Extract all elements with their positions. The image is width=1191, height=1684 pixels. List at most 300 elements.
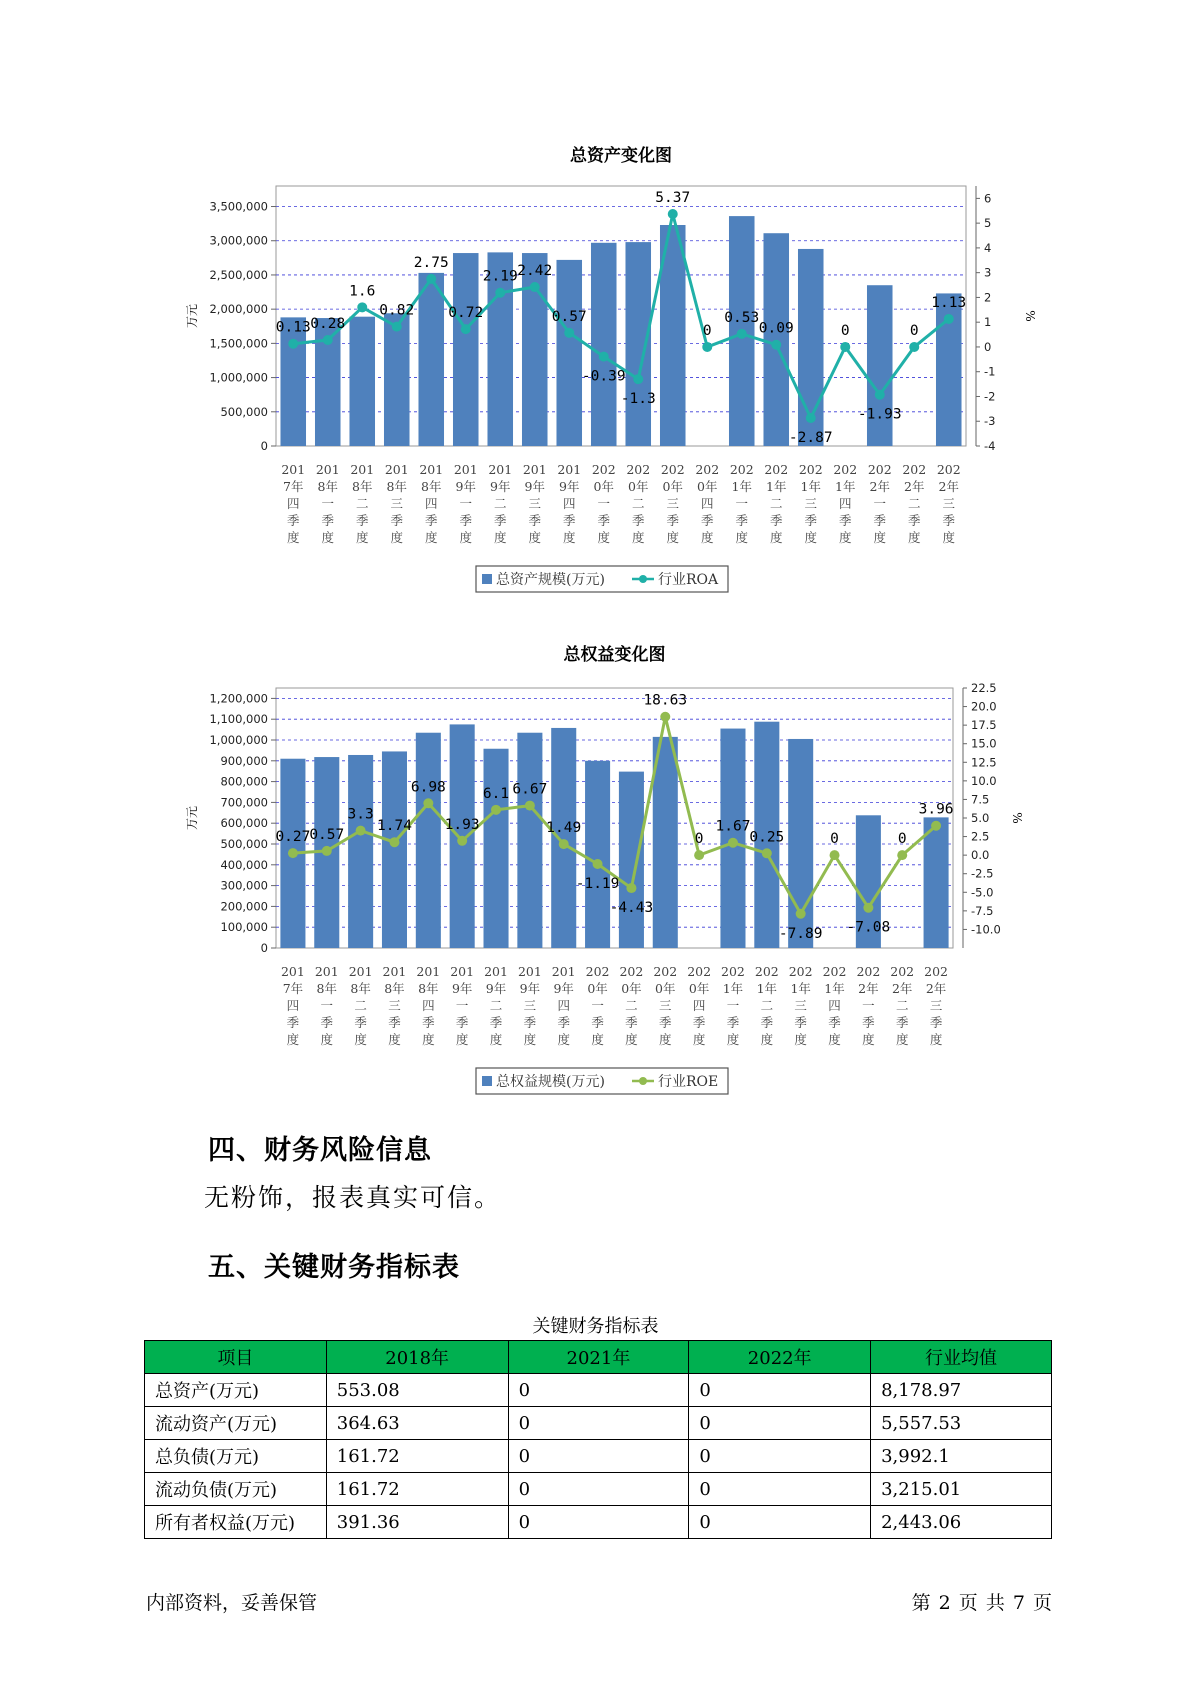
line-point [863, 903, 873, 913]
category-label: 度 [631, 530, 645, 545]
category-label: 8年 [352, 479, 373, 494]
data-label: 6.67 [512, 781, 548, 798]
category-label: 二 [895, 998, 909, 1013]
category-label: 季 [794, 1015, 807, 1030]
category-label: 三 [523, 998, 537, 1013]
category-label: 四 [422, 998, 435, 1013]
category-label: 四 [286, 998, 300, 1013]
category-label: 四 [286, 496, 300, 511]
bar [418, 273, 444, 446]
y2-axis-label: % [1023, 310, 1037, 322]
category-label: 季 [489, 1015, 503, 1030]
category-label: 季 [591, 1015, 604, 1030]
category-label: 度 [562, 530, 576, 545]
category-label: 三 [804, 496, 818, 511]
category-label: 度 [523, 1032, 537, 1047]
category-label: 度 [735, 530, 749, 545]
category-label: 2年 [858, 981, 879, 996]
line-point [495, 288, 505, 298]
category-label: 季 [625, 1015, 638, 1030]
line-point [771, 340, 781, 350]
category-label: 二 [907, 496, 921, 511]
left-tick-label: 100,000 [220, 920, 268, 935]
category-label: 201 [488, 462, 513, 477]
category-label: 202 [902, 462, 927, 477]
right-tick-label: -5.0 [971, 885, 994, 900]
bar [763, 233, 789, 446]
line-point [593, 859, 603, 869]
category-label: 9年 [553, 981, 574, 996]
category-label: 一 [597, 496, 611, 511]
data-label: 1.6 [349, 283, 376, 300]
data-label: 0 [840, 322, 850, 339]
header-2022: 2022年 [689, 1341, 871, 1374]
category-label: 202 [687, 964, 712, 979]
line-point [840, 342, 850, 352]
category-label: 季 [355, 513, 369, 528]
category-label: 三 [794, 998, 807, 1013]
right-tick-label: -3 [984, 414, 996, 429]
cell: 0 [508, 1374, 689, 1407]
category-label: 201 [281, 462, 306, 477]
data-label: 0.57 [309, 826, 345, 843]
left-tick-label: 1,200,000 [209, 691, 268, 706]
bar [384, 313, 410, 446]
category-label: 度 [286, 530, 300, 545]
right-tick-label: -1 [984, 364, 996, 379]
legend-bar-label: 总权益规模(万元) [496, 1074, 605, 1090]
category-label: 202 [721, 964, 745, 979]
category-label: 三 [388, 998, 401, 1013]
category-label: 8年 [350, 981, 371, 996]
cell: 3,215.01 [871, 1473, 1052, 1506]
category-label: 度 [455, 1032, 469, 1047]
category-label: 8年 [384, 981, 405, 996]
data-label: 1.74 [377, 818, 412, 835]
category-label: 季 [388, 1015, 401, 1030]
assets-chart-svg [0, 130, 1191, 600]
data-label: -0.39 [581, 368, 626, 385]
category-label: 201 [419, 462, 444, 477]
header-industry-avg: 行业均值 [871, 1341, 1052, 1374]
left-tick-label: 500,000 [220, 404, 268, 419]
category-label: 度 [726, 1032, 740, 1047]
category-label: 1年 [800, 479, 821, 494]
category-label: 9年 [451, 981, 473, 996]
category-label: 202 [619, 964, 644, 979]
category-label: 7年 [282, 981, 304, 996]
category-label: 度 [424, 530, 438, 545]
line-point [426, 274, 436, 284]
data-label: 0 [702, 322, 712, 339]
left-tick-label: 300,000 [220, 878, 268, 893]
category-label: 202 [856, 964, 881, 979]
category-label: 季 [735, 513, 749, 528]
category-label: 季 [659, 1015, 672, 1030]
risk-heading: 四、财务风险信息 [208, 1135, 432, 1166]
category-label: 度 [804, 530, 818, 545]
category-label: 度 [286, 1032, 300, 1047]
table-row [145, 1407, 1052, 1440]
category-label: 四 [692, 998, 706, 1013]
category-label: 202 [626, 462, 651, 477]
data-label: 1.93 [444, 816, 480, 833]
category-label: 度 [493, 530, 507, 545]
table-row [145, 1506, 1052, 1539]
category-label: 201 [314, 964, 339, 979]
category-label: 202 [653, 964, 678, 979]
data-label: -1.19 [575, 875, 620, 892]
table-caption: 关键财务指标表 [532, 1316, 659, 1337]
category-label: 一 [455, 998, 469, 1013]
category-label: 202 [754, 964, 779, 979]
category-label: 季 [528, 513, 542, 528]
category-label: 季 [321, 513, 335, 528]
line-point [875, 390, 885, 400]
data-label: 6.98 [410, 779, 446, 796]
category-label: 度 [557, 1032, 570, 1047]
cell: 391.36 [326, 1506, 508, 1539]
cell: 0 [508, 1440, 689, 1473]
line-point [806, 413, 816, 423]
category-label: 2年 [938, 479, 959, 494]
category-label: 0年 [593, 479, 614, 494]
category-label: 9年 [519, 981, 541, 996]
line-point [288, 848, 298, 858]
data-label: 2.75 [413, 254, 449, 271]
data-label: 0 [694, 831, 704, 848]
category-label: 一 [862, 998, 875, 1013]
category-label: 季 [320, 1015, 334, 1030]
cell: 0 [689, 1407, 871, 1440]
category-label: 度 [597, 530, 611, 545]
right-tick-label: 15.0 [971, 736, 997, 751]
line-point [322, 846, 332, 856]
category-label: 季 [726, 1015, 740, 1030]
cell: 364.63 [326, 1407, 508, 1440]
cell: 0 [508, 1506, 689, 1539]
category-label: 度 [692, 1032, 706, 1047]
category-label: 季 [286, 513, 300, 528]
data-label: 0.72 [448, 305, 484, 322]
category-label: 202 [833, 462, 858, 477]
line-point [530, 282, 540, 292]
right-tick-label: 6 [984, 191, 992, 206]
category-label: 度 [907, 530, 921, 545]
footer-confidential: 内部资料，妥善保管 [146, 1592, 318, 1614]
category-label: 四 [424, 496, 438, 511]
category-label: 度 [873, 530, 887, 545]
line-point [931, 821, 941, 831]
cell: 流动资产(万元) [145, 1407, 327, 1440]
line-point [668, 209, 678, 219]
right-tick-label: 0 [984, 339, 992, 354]
category-label: 201 [280, 964, 305, 979]
category-label: 三 [929, 998, 943, 1013]
category-label: 季 [828, 1015, 841, 1030]
category-label: 季 [493, 513, 507, 528]
category-label: 季 [631, 513, 645, 528]
table-row [145, 1473, 1052, 1506]
category-label: 1年 [722, 981, 744, 996]
left-tick-label: 2,000,000 [209, 302, 268, 317]
bar [280, 317, 306, 446]
category-label: 度 [760, 1032, 774, 1047]
cell: 所有者权益(万元) [145, 1506, 327, 1539]
category-label: 0年 [587, 981, 608, 996]
category-label: 季 [557, 1015, 570, 1030]
left-tick-label: 1,000,000 [209, 370, 268, 385]
category-label: 度 [769, 530, 783, 545]
right-tick-label: 2.5 [971, 829, 990, 844]
category-label: 度 [528, 530, 542, 545]
line-point [702, 342, 712, 352]
data-label: 0.09 [758, 320, 794, 337]
legend-line-label: 行业ROA [658, 572, 719, 588]
category-label: 季 [942, 513, 956, 528]
bar [453, 253, 479, 446]
category-label: 度 [320, 1032, 334, 1047]
category-label: 季 [895, 1015, 909, 1030]
footer-page-number: 第 2 页 共 7 页 [911, 1592, 1053, 1614]
category-label: 202 [822, 964, 847, 979]
header-2018: 2018年 [326, 1341, 508, 1374]
equity-chart [0, 634, 1191, 1104]
legend-line-marker [639, 1077, 647, 1085]
category-label: 四 [700, 496, 714, 511]
line-point [737, 329, 747, 339]
bar [484, 749, 509, 948]
data-label: 0.28 [310, 316, 346, 333]
category-label: 度 [388, 1032, 401, 1047]
cell: 总负债(万元) [145, 1440, 327, 1473]
category-label: 季 [760, 1015, 774, 1030]
category-label: 201 [384, 462, 409, 477]
assets-chart [0, 130, 1191, 600]
right-tick-label: 1 [984, 315, 992, 330]
cell: 2,443.06 [871, 1506, 1052, 1539]
category-label: 202 [890, 964, 915, 979]
left-tick-label: 3,000,000 [209, 233, 268, 248]
cell: 8,178.97 [871, 1374, 1052, 1407]
category-label: 季 [907, 513, 921, 528]
data-label: 0.25 [749, 829, 785, 846]
category-label: 0年 [662, 479, 683, 494]
category-label: 201 [522, 462, 547, 477]
category-label: 201 [453, 462, 478, 477]
line-point [660, 712, 670, 722]
category-label: 8年 [418, 981, 439, 996]
category-label: 四 [828, 998, 841, 1013]
bar [585, 761, 610, 948]
data-label: 0.27 [275, 829, 311, 846]
cell: 总资产(万元) [145, 1374, 327, 1407]
legend-line-marker [639, 575, 647, 583]
category-label: 202 [867, 462, 892, 477]
cell: 0 [689, 1440, 871, 1473]
cell: 161.72 [326, 1473, 508, 1506]
category-label: 8年 [386, 479, 407, 494]
bar [591, 243, 617, 446]
right-tick-label: 22.5 [971, 681, 997, 695]
cell: 5,557.53 [871, 1407, 1052, 1440]
category-label: 二 [489, 998, 503, 1013]
category-label: 202 [591, 462, 616, 477]
category-label: 度 [862, 1032, 875, 1047]
category-label: 季 [692, 1015, 706, 1030]
line-point [461, 324, 471, 334]
data-label: 0 [909, 322, 919, 339]
category-label: 度 [321, 530, 335, 545]
right-tick-label: -4 [984, 439, 996, 453]
category-label: 0年 [628, 479, 649, 494]
data-label: -2.87 [788, 430, 833, 447]
cell: 3,992.1 [871, 1440, 1052, 1473]
category-label: 四 [562, 496, 576, 511]
category-label: 季 [862, 1015, 875, 1030]
cell: 0 [689, 1506, 871, 1539]
data-label: 3.3 [347, 806, 374, 823]
left-tick-label: 1,100,000 [209, 712, 268, 727]
data-label: 1.49 [546, 820, 582, 837]
right-tick-label: 5 [984, 216, 992, 231]
line-point [357, 302, 367, 312]
left-tick-label: 800,000 [220, 774, 268, 789]
category-label: 2年 [925, 981, 947, 996]
category-label: 二 [625, 998, 638, 1013]
category-label: 202 [585, 964, 610, 979]
line-point [491, 805, 501, 815]
category-label: 201 [382, 964, 407, 979]
line-point [762, 848, 772, 858]
data-label: -1.3 [620, 391, 656, 408]
category-label: 季 [666, 513, 680, 528]
category-label: 9年 [455, 479, 476, 494]
right-tick-label: 4 [984, 240, 992, 255]
table-row [145, 1440, 1052, 1473]
data-label: 0.53 [724, 309, 760, 326]
left-tick-label: 1,500,000 [209, 336, 268, 351]
right-tick-label: -10.0 [971, 922, 1001, 937]
category-label: 202 [924, 964, 949, 979]
data-label: 6.1 [482, 785, 510, 802]
category-label: 1年 [835, 479, 856, 494]
line-point [626, 883, 636, 893]
category-label: 一 [726, 998, 740, 1013]
bar [522, 253, 548, 446]
left-tick-label: 700,000 [220, 795, 268, 810]
category-label: 0年 [688, 981, 710, 996]
category-label: 季 [929, 1015, 943, 1030]
category-label: 8年 [317, 479, 338, 494]
category-label: 季 [422, 1015, 435, 1030]
cell: 0 [508, 1473, 689, 1506]
right-tick-label: 0.0 [971, 848, 990, 863]
right-tick-label: 2 [984, 290, 992, 305]
right-tick-label: 12.5 [971, 755, 997, 770]
category-label: 9年 [524, 479, 545, 494]
category-label: 201 [484, 964, 508, 979]
data-label: 0.57 [551, 308, 587, 325]
bar [625, 242, 651, 446]
category-label: 季 [562, 513, 576, 528]
category-label: 8年 [316, 981, 338, 996]
right-tick-label: 7.5 [971, 792, 990, 807]
category-label: 度 [591, 1032, 604, 1047]
cell: 0 [508, 1407, 689, 1440]
data-label: 18.63 [643, 692, 688, 709]
category-label: 三 [666, 496, 680, 511]
data-label: -7.08 [846, 919, 891, 936]
category-label: 0年 [655, 981, 676, 996]
cell: 流动负债(万元) [145, 1473, 327, 1506]
category-label: 三 [659, 998, 672, 1013]
category-label: 201 [348, 964, 373, 979]
category-label: 季 [459, 513, 473, 528]
category-label: 7年 [283, 479, 304, 494]
category-label: 二 [354, 998, 367, 1013]
category-label: 2年 [869, 479, 890, 494]
data-label: 0.13 [275, 319, 311, 336]
cell: 0 [689, 1473, 871, 1506]
category-label: 度 [929, 1032, 943, 1047]
legend-bar-swatch [482, 574, 492, 584]
category-label: 度 [625, 1032, 638, 1047]
data-label: 1.13 [931, 294, 967, 311]
category-label: 度 [354, 1032, 367, 1047]
header-2021: 2021年 [508, 1341, 689, 1374]
category-label: 二 [631, 496, 645, 511]
category-label: 度 [390, 530, 404, 545]
right-tick-label: 10.0 [971, 773, 997, 788]
category-label: 二 [769, 496, 783, 511]
line-point [423, 798, 433, 808]
category-label: 201 [551, 964, 576, 979]
category-label: 202 [788, 964, 813, 979]
category-label: 201 [350, 462, 375, 477]
data-label: 2.19 [482, 268, 518, 285]
bar [551, 728, 576, 948]
category-label: 季 [523, 1015, 537, 1030]
chart-title: 总权益变化图 [563, 645, 666, 665]
legend-bar-swatch [482, 1076, 492, 1086]
kpi-table [144, 1340, 1052, 1539]
category-label: 2年 [904, 479, 925, 494]
category-label: 201 [517, 964, 542, 979]
category-label: 202 [798, 462, 823, 477]
category-label: 度 [838, 530, 852, 545]
bar [348, 755, 373, 948]
category-label: 度 [942, 530, 956, 545]
category-label: 一 [735, 496, 749, 511]
left-tick-label: 2,500,000 [209, 267, 268, 282]
bar [517, 733, 542, 948]
right-tick-label: -2 [984, 389, 996, 404]
line-point [897, 850, 907, 860]
category-label: 202 [764, 462, 789, 477]
risk-text: 无粉饰，报表真实可信。 [204, 1183, 502, 1212]
category-label: 度 [489, 1032, 503, 1047]
left-tick-label: 600,000 [220, 816, 268, 831]
left-tick-label: 3,500,000 [209, 199, 268, 214]
left-tick-label: 500,000 [220, 837, 268, 851]
category-label: 度 [659, 1032, 672, 1047]
category-label: 季 [873, 513, 887, 528]
line-point [392, 322, 402, 332]
category-label: 季 [354, 1015, 367, 1030]
header-item: 项目 [145, 1341, 327, 1374]
category-label: 一 [320, 998, 334, 1013]
